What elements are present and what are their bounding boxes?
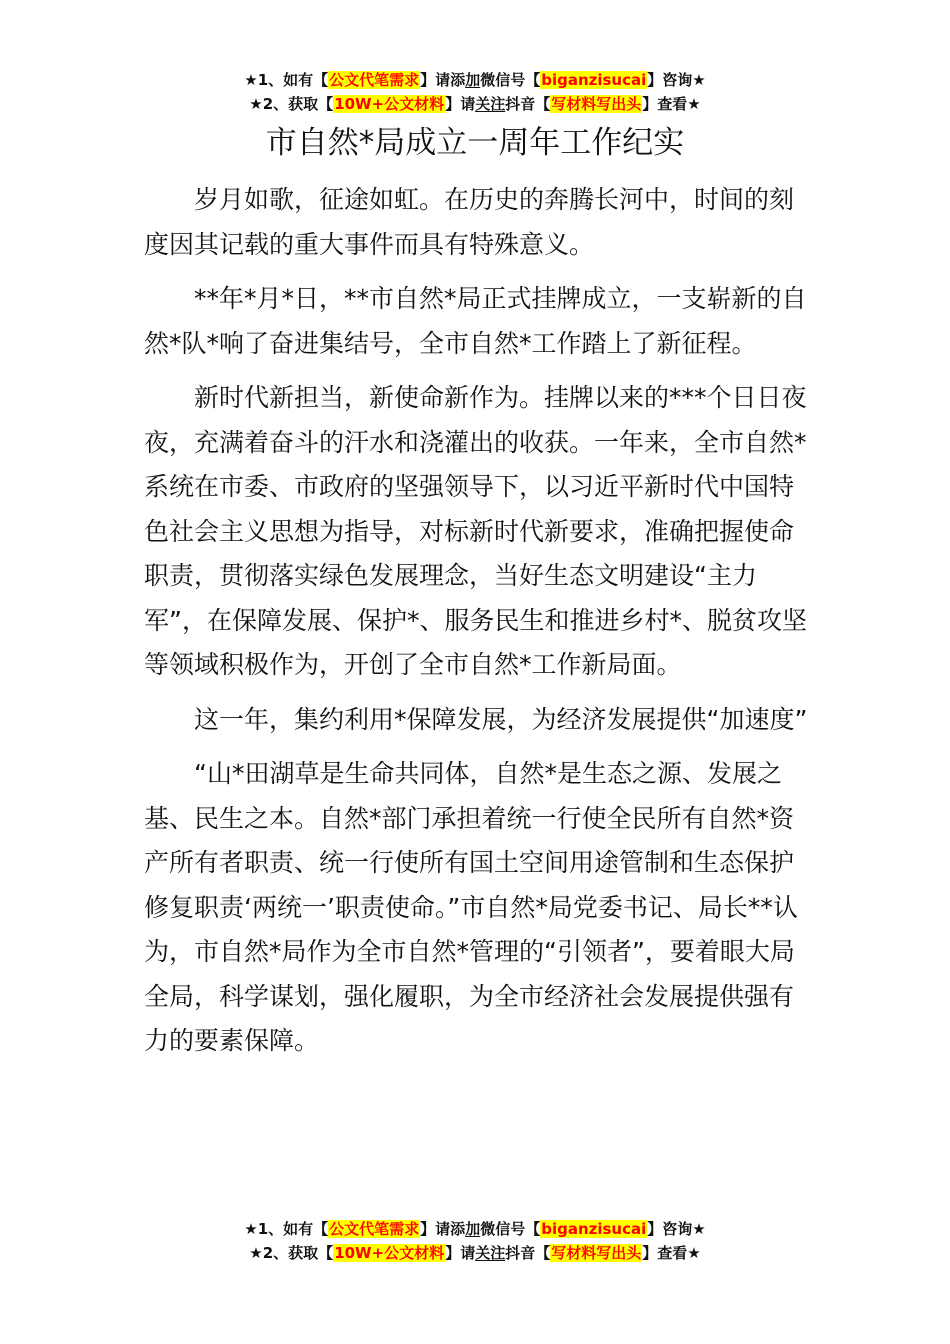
paragraph: 这一年，集约利用*保障发展，为经济发展提供“加速度” — [194, 704, 808, 734]
banner-highlight: 公文代笔需求 — [329, 1220, 420, 1238]
paragraph: **年*月*日，**市自然*局正式挂牌成立，一支崭新的自然*队*响了奋进集结号，全市自然*工作踏上了新征程。 — [144, 284, 807, 358]
banner-text: 】请 — [445, 1244, 476, 1262]
banner-text: 微信号【 — [480, 1220, 541, 1238]
banner-text: ★1、如有【 — [244, 1220, 329, 1238]
banner-text: 】咨询★ — [647, 1220, 706, 1238]
banner-underlined-text: 关注 — [475, 1244, 506, 1262]
banner-text: 】请添 — [420, 1220, 466, 1238]
banner-text: 】咨询★ — [647, 71, 706, 89]
banner-text: 】请添 — [420, 71, 466, 89]
banner-highlight-douyin: 写材料写出头 — [551, 95, 642, 113]
banner-line-2 — [0, 1241, 950, 1265]
banner-text: 抖音【 — [505, 95, 551, 113]
paragraph: “山*田湖草是生命共同体，自然*是生态之源、发展之基、民生之本。自然*部门承担着统一行使全民所有自然*资产所有者职责、统一行使所有国土空间用途管制和生态保护修复职责‘两统一’职责使命。”市自然*局党委书记、局长**认为，市自然*局作为全市自然*管理的“引领者”，要着眼大局全局，科学谋划，强化履职，为全市经济社会发展提供强有力的要素保障。 — [144, 759, 798, 1055]
header-banner — [0, 68, 950, 116]
banner-highlight-douyin: 写材料写出头 — [551, 1244, 642, 1262]
banner-line-1 — [0, 1217, 950, 1241]
paragraph: 岁月如歌，征途如虹。在历史的奔腾长河中，时间的刻度因其记载的重大事件而具有特殊意义。 — [144, 185, 795, 259]
paragraph: 新时代新担当，新使命新作为。挂牌以来的***个日日夜夜，充满着奋斗的汗水和浇灌出的收获。一年来，全市自然*系统在市委、市政府的坚强领导下，以习近平新时代中国特色社会主义思想为指导，对标新时代新要求，准确把握使命职责，贯彻落实绿色发展理念，当好生态文明建设“主力军”，在保障发展、保护*、服务民生和推进乡村*、脱贫攻坚等领域积极作为，开创了全市自然*工作新局面。 — [144, 383, 807, 679]
banner-highlight: 10W+公文材料 — [334, 95, 445, 113]
banner-text: 抖音【 — [505, 1244, 551, 1262]
banner-text: ★1、如有【 — [244, 71, 329, 89]
document-body — [144, 178, 812, 1074]
banner-highlight-wechat-id: biganzisucai — [541, 1220, 647, 1238]
banner-underlined-text: 加 — [465, 1220, 481, 1238]
banner-text: 】查看★ — [642, 95, 701, 113]
banner-text: 微信号【 — [480, 71, 541, 89]
banner-text: 】请 — [445, 95, 476, 113]
banner-text: ★2、获取【 — [249, 1244, 334, 1262]
footer-banner — [0, 1217, 950, 1265]
banner-line-2 — [0, 92, 950, 116]
banner-underlined-text: 加 — [465, 71, 481, 89]
banner-text: ★2、获取【 — [249, 95, 334, 113]
banner-underlined-text: 关注 — [475, 95, 506, 113]
banner-text: 】查看★ — [642, 1244, 701, 1262]
document-title: 市自然*局成立一周年工作纪实 — [265, 125, 685, 161]
banner-highlight: 公文代笔需求 — [329, 71, 420, 89]
banner-highlight: 10W+公文材料 — [334, 1244, 445, 1262]
banner-line-1 — [0, 68, 950, 92]
banner-highlight-wechat-id: biganzisucai — [541, 71, 647, 89]
